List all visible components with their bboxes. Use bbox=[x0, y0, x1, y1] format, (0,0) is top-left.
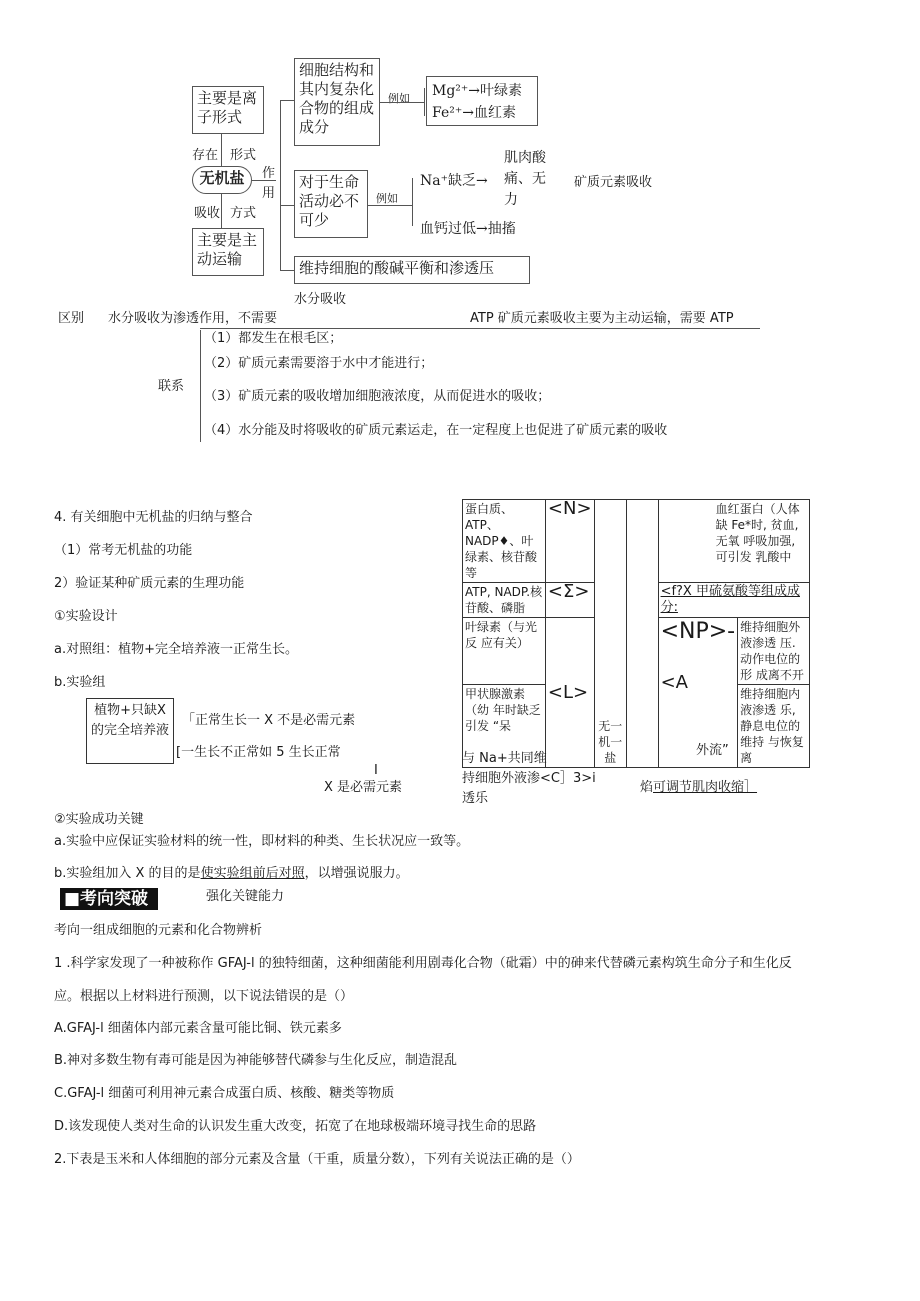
function-vital-box: 对于生命活动必不可少 bbox=[294, 170, 368, 238]
cell-sulfur: <f?X 甲硫氨酸等组成成分: bbox=[658, 583, 809, 618]
paragraph-5: b.实验组 bbox=[54, 675, 106, 690]
water-absorption-note: 水分吸收 bbox=[294, 292, 347, 307]
na-result: 肌肉酸痛、无力 bbox=[504, 150, 546, 208]
link-label: 联系 bbox=[158, 379, 185, 394]
inorganic-salt-node: 无机盐 bbox=[192, 166, 252, 194]
connector-eg2 bbox=[368, 205, 412, 206]
option-a: A.GFAJ-l 细菌体内部元素含量可能比铜、铁元素多 bbox=[54, 1021, 342, 1036]
difference-right: ATP 矿质元素吸收主要为主动运输，需要 ATP bbox=[470, 311, 734, 326]
symbol-l: <L> bbox=[547, 681, 589, 703]
question-1-line-1: 1 .科学家发现了一种被称作 GFAJ-l 的独特细菌，这种细菌能利用剧毒化合物（砒霜）中的砷来代替磷元素构筑生命分子和生化反 bbox=[54, 956, 792, 971]
experiment-result-1: 「正常生长一 X 不是必需元素 bbox=[182, 713, 356, 728]
cell-empty bbox=[626, 500, 658, 768]
example-label-2: 例如 bbox=[376, 192, 398, 205]
paragraph-6: ②实验成功关键 bbox=[54, 812, 144, 827]
link-item-2: （2）矿质元素需要溶于水中才能进行； bbox=[204, 356, 434, 371]
ion-form-box: 主要是离子形式 bbox=[192, 86, 264, 134]
exam-tag-note: 强化关键能力 bbox=[206, 889, 285, 904]
brace-tick-3 bbox=[280, 270, 294, 271]
question-1-line-2: 应。根据以上材料进行预测，以下说法错误的是（） bbox=[54, 989, 354, 1004]
exam-topic: 考向一组成细胞的元素和化合物辨析 bbox=[54, 923, 263, 938]
symbol-a: <A bbox=[660, 672, 688, 693]
link-brace bbox=[200, 330, 201, 442]
exist-label-b: 形式 bbox=[230, 148, 257, 163]
salt-function-table bbox=[462, 499, 810, 768]
active-transport-box: 主要是主动运输 bbox=[192, 228, 264, 276]
cell-inner-fluid: 维持细胞内液渗透 乐, 静息电位的维持 与恢复离 bbox=[738, 685, 810, 768]
link-item-1: （1）都发生在根毛区； bbox=[204, 331, 343, 346]
question-2: 2.下表是玉米和人体细胞的部分元素及含量（干重，质量分数），下列有关说法正确的是（） bbox=[54, 1152, 580, 1167]
absorb-label-b: 方式 bbox=[230, 206, 257, 221]
function-balance-box: 维持细胞的酸碱平衡和渗透压 bbox=[294, 256, 530, 284]
brace-main bbox=[280, 100, 281, 270]
option-b: B.神对多数生物有毒可能是因为神能够替代磷参与生化反应，制造混乱 bbox=[54, 1053, 458, 1068]
cell-outer-fluid: 维持细胞外液渗透 压. 动作电位的形 成离不开 bbox=[738, 618, 810, 685]
cell-hemoglobin: 血红蛋白（人体缺 Fe*时, 贫血, 无氧 呼吸加强, 可引发 乳酸中 bbox=[658, 500, 809, 583]
connector-eg1 bbox=[380, 102, 424, 103]
mineral-absorption-note: 矿质元素吸收 bbox=[574, 175, 653, 190]
cell-atp: ATP, NADP.核苷酸、磷脂 bbox=[463, 583, 546, 618]
paragraph-8-b: 使实验组前后对照 bbox=[200, 866, 305, 881]
link-item-3: （3）矿质元素的吸收增加细胞液浓度，从而促进水的吸收； bbox=[204, 389, 551, 404]
cell-n bbox=[545, 500, 594, 583]
ca-deficiency: 血钙过低→抽搐 bbox=[420, 221, 516, 237]
paragraph-2: 2）验证某种矿质元素的生理功能 bbox=[54, 576, 245, 591]
difference-left: 水分吸收为渗透作用，不需要 bbox=[108, 311, 278, 326]
na-deficiency: Na⁺缺乏→ bbox=[420, 173, 488, 189]
brace-tick-1 bbox=[280, 100, 294, 101]
paragraph-7: a.实验中应保证实验材料的统一性，即材料的种类、生长状况应一致等。 bbox=[54, 834, 470, 849]
table-under-3: 透乐 bbox=[462, 791, 489, 806]
cell-thyroid: 甲状腺激素（幼 年时缺乏引发 “呆 bbox=[463, 685, 546, 768]
option-c: C.GFAJ-l 细菌可利用神元素合成蛋白质、核酸、糖类等物质 bbox=[54, 1086, 395, 1101]
experiment-result-4: X 是必需元素 bbox=[324, 780, 403, 795]
brace-eg1 bbox=[424, 88, 425, 116]
link-item-4: （4）水分能及时将吸收的矿质元素运走，在一定程度上也促进了矿质元素的吸收 bbox=[204, 423, 668, 438]
connector-down bbox=[221, 194, 222, 228]
paragraph-3: ①实验设计 bbox=[54, 609, 118, 624]
exist-label-a: 存在 bbox=[192, 148, 219, 163]
role-label-b: 用 bbox=[262, 186, 276, 201]
paragraph-4: a.对照组：植物+完全培养液一正常生长。 bbox=[54, 642, 298, 657]
paragraph-1: （1）常考无机盐的功能 bbox=[54, 543, 193, 558]
cell-l bbox=[545, 618, 594, 768]
symbol-np: <NP>- bbox=[660, 619, 736, 644]
brace-eg2 bbox=[412, 178, 413, 226]
option-d: D.该发现使人类对生命的认识发生重大改变，拓宽了在地球极端环境寻找生命的思路 bbox=[54, 1119, 537, 1134]
experiment-result-2: [一生长不正常如 5 生长正常 bbox=[176, 745, 341, 760]
absorb-label-a: 吸收 bbox=[194, 206, 221, 221]
cell-chlorophyll: 叶绿素（与光反 应有关） bbox=[463, 618, 546, 685]
table-under-5 bbox=[640, 779, 757, 797]
fe-heme: Fe²⁺→血红素 bbox=[432, 105, 516, 121]
role-label-a: 作 bbox=[262, 166, 276, 181]
symbol-sigma: <Σ> bbox=[547, 582, 590, 602]
symbol-n: <N> bbox=[547, 499, 592, 519]
exam-tag: ■考向突破 bbox=[60, 888, 158, 910]
difference-rule bbox=[200, 328, 760, 329]
connector-up bbox=[221, 134, 222, 166]
experiment-box: 植物+只缺X的完全培养液 bbox=[86, 698, 174, 764]
example-label-1: 例如 bbox=[388, 92, 410, 105]
function-structure-box: 细胞结构和其内复杂化合物的组成成分 bbox=[294, 58, 380, 146]
brace-tick-2 bbox=[280, 205, 294, 206]
paragraph-8 bbox=[54, 865, 409, 883]
experiment-result-3: I bbox=[374, 763, 378, 778]
difference-label: 区别 bbox=[58, 311, 85, 326]
table-under-2: 持细胞外液渗<C］3>i bbox=[462, 771, 596, 786]
cell-salt: 无一机一盐 bbox=[594, 500, 626, 768]
connector-center-right bbox=[252, 180, 276, 181]
cell-protein: 蛋白质、ATP、NADP♦、叶绿素、核苷酸等 bbox=[463, 500, 546, 583]
section-title: 4. 有关细胞中无机盐的归纳与整合 bbox=[54, 510, 253, 525]
cell-sigma bbox=[545, 583, 594, 618]
paragraph-8-c: ，以增强说服力。 bbox=[304, 866, 409, 881]
table-under-5-b: 可调节肌肉收缩］ bbox=[653, 780, 758, 795]
table-under-5-a: 焰 bbox=[640, 780, 654, 795]
table-under-4: 外流” bbox=[696, 743, 729, 758]
paragraph-8-a: b.实验组加入 X 的目的是 bbox=[54, 866, 201, 881]
mg-chlorophyll: Mg²⁺→叶绿素 bbox=[432, 83, 523, 99]
table-under-1: 与 Na+共同维 bbox=[462, 751, 547, 766]
